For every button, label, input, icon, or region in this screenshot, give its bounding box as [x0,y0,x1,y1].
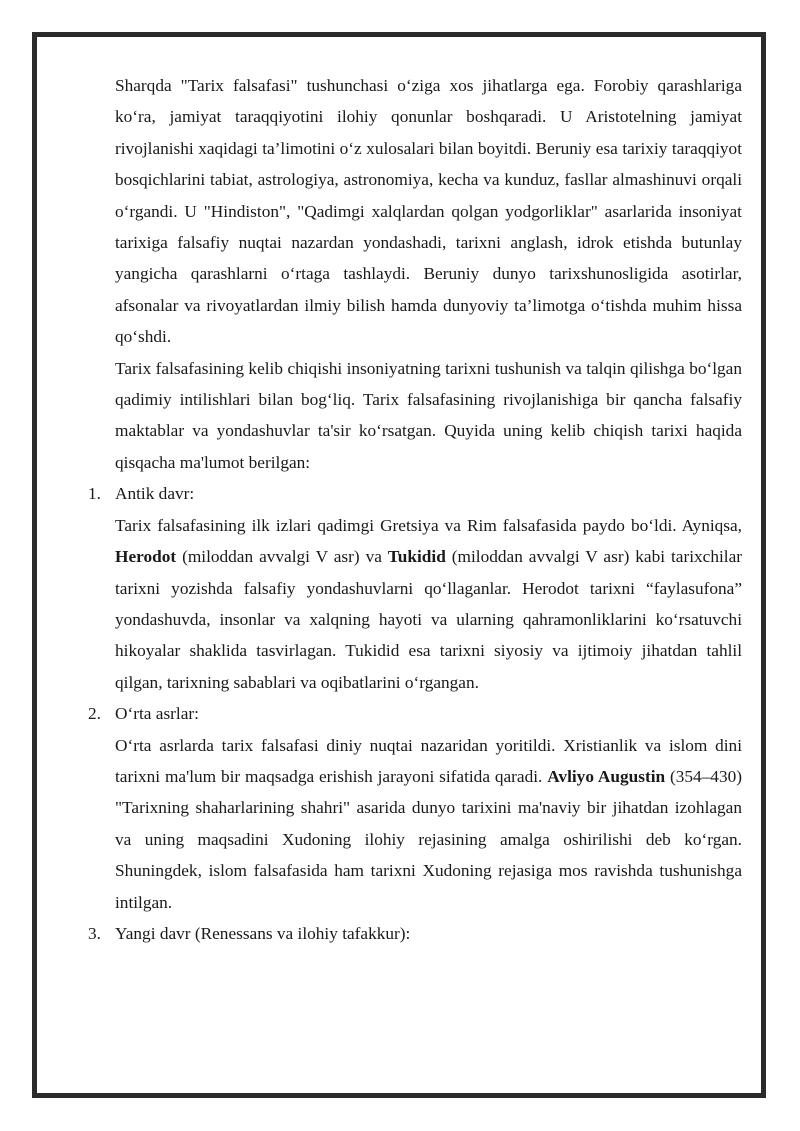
paragraph-antik: Tarix falsafasining ilk izlari qadimgi Gretsiya va Rim falsafasida paydo bo‘ldi. Ayniqsa, Herodot (miloddan avvalgi V asr) va Tukidid (miloddan avvalgi V asr) kabi tarixchilar tarixni yozishda falsafiy yondashuvlarni qo‘llaganlar. Herodot tarixni “faylasufona” yondashuvda, insonlar va xalqning hayoti va ularning qahramonliklarini ko‘rsatuvchi hikoyalar shaklida tasvirlagan. Tukidid esa tarixni siyosiy va ijtimoiy jihatdan tahlil qilgan, tarixning sabablari va oqibatlarini o‘rgangan. [115,515,743,692]
list-item-antik [88,478,742,509]
paragraph-origins: Tarix falsafasining kelib chiqishi insoniyatning tarixni tushunish va talqin qilishga bo‘lgan qadimiy intilishlari bilan bog‘liq. Tarix falsafasining rivojlanishiga bir qancha falsafiy maktablar va yondashuvlar ta'sir ko‘rsatgan. Quyida uning kelib chiqish tarixi haqida qisqacha ma'lumot berilgan: [115,358,742,472]
list-number: 3. [88,923,101,943]
list-item-title: Yangi davr (Renessans va ilohiy tafakkur): [115,923,411,943]
list-number: 1. [88,484,101,504]
paragraph-orta-asrlar: O‘rta asrlarda tarix falsafasi diniy nuqtai nazaridan yoritildi. Xristianlik va islom dini tarixni ma'lum bir maqsadga erishish jarayoni sifatida qaradi. Avliyo Augustin (354–430) "Tarixning shaharlarining shahri" asarida dunyo tarixini ma'naviy bir jihatdan izohlagan va uning maqsadini Xudoning ilohiy rejasining amalga oshirilishi deb ko‘rgan. Shuningdek, islom falsafasida ham tarixni Xudoning rejasiga mos ravishda tushunishga intilgan. [115,735,742,912]
document-body [88,70,743,949]
paragraph-sharq: Sharqda "Tarix falsafasi" tushunchasi o‘ziga xos jihatlarga ega. Forobiy qarashlariga ko‘ra, jamiyat taraqqiyotini ilohiy qonunlar boshqaradi. U Aristotelning jamiyat rivojlanishi xaqidagi ta’limotini o‘z xulosalari bilan boyitdi. Beruniy esa tarixiy taraqqiyot bosqichlarini tabiat, astrologiya, astronomiya, kecha va kunduz, fasllar almashinuvi orqali o‘rgandi. U "Hindiston", "Qadimgi xalqlardan qolgan yodgorliklar" asarlarida insoniyat tarixiga falsafiy nuqtai nazardan yondashadi, tarixni anglash, idrok etishda butunlay yangicha qarashlarni o‘rtaga tashlaydi. Beruniy dunyo tarixshunosligida asotirlar, afsonalar va rivoyatlardan ilmiy bilish hamda dunyoviy ta’limotga o‘tishda muhim hissa qo‘shdi. [115,76,742,347]
bold-augustin: Avliyo Augustin [547,766,666,786]
bold-herodot: Herodot [115,547,177,567]
list-item-orta-asrlar [88,698,742,729]
list-item-title: Antik davr: [115,484,195,504]
list-item-title: O‘rta asrlar: [115,704,199,724]
list-number: 2. [88,704,101,724]
bold-tukidid: Tukidid [387,547,446,567]
list-item-yangi-davr [88,918,742,949]
